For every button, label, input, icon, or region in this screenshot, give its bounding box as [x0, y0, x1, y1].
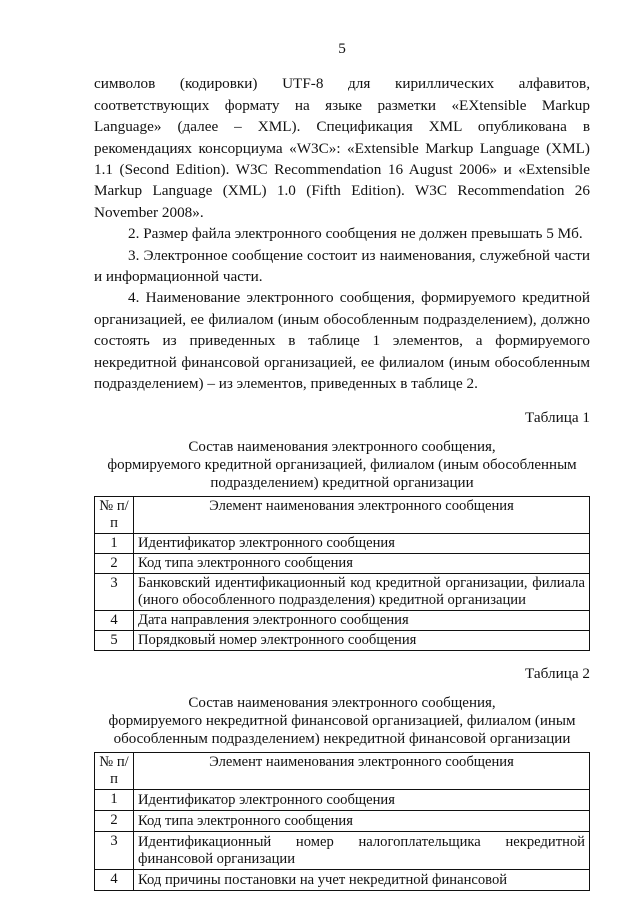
table2 [94, 752, 590, 891]
table-row [95, 573, 590, 610]
table1-title [94, 438, 590, 492]
table-row [95, 610, 590, 630]
paragraph-message-structure: 3. Электронное сообщение состоит из наименования, служебной части и информационной части. [94, 246, 590, 286]
row-num: 2 [95, 811, 134, 832]
row-num: 3 [95, 832, 134, 870]
table-row [95, 533, 590, 553]
paragraph-file-size: 2. Размер файла электронного сообщения не должен превышать 5 Мб. [128, 225, 583, 243]
table-row [95, 553, 590, 573]
row-text: Код типа электронного сообщения [134, 553, 590, 573]
table1-title-line: формируемого кредитной организацией, филиалом (иным обособленным [107, 456, 577, 473]
row-num: 4 [95, 870, 134, 891]
table-row [95, 811, 590, 832]
paragraph-xml-spec: символов (кодировки) UTF-8 для кириллических алфавитов, соответствующих формату на языке разметки «EXtensible Markup Language» (далее – XML). Спецификация XML опубликована в рекомендациях консорциума «W3C»: «Extensible Markup Language (XML) 1.1 (Second Edition). W3C Recommendation 16 August 2006» и «Extensible Markup Language (XML) 1.0 (Fifth Edition). W3C Recommendation 26 November 2008». [94, 75, 590, 221]
row-num: 2 [95, 553, 134, 573]
row-text: Дата направления электронного сообщения [134, 610, 590, 630]
table-row [95, 790, 590, 811]
header-element: Элемент наименования электронного сообщения [134, 753, 590, 790]
row-text: Идентификатор электронного сообщения [134, 533, 590, 553]
table1-title-line: подразделением) кредитной организации [210, 474, 474, 491]
table2-title-line: формируемого некредитной финансовой организацией, филиалом (иным [108, 713, 576, 730]
table-row [95, 630, 590, 650]
table1-title-line: Состав наименования электронного сообщения, [188, 438, 496, 455]
row-num: 5 [95, 630, 134, 650]
row-num: 3 [95, 573, 134, 610]
row-text: Порядковый номер электронного сообщения [134, 630, 590, 650]
table2-title-line: Состав наименования электронного сообщения, [188, 695, 496, 712]
table1-label: Таблица 1 [525, 408, 590, 426]
table-header-row [95, 753, 590, 790]
table2-title [94, 694, 590, 748]
header-element: Элемент наименования электронного сообщения [134, 496, 590, 533]
table-row [95, 870, 590, 891]
row-num: 4 [95, 610, 134, 630]
table1 [94, 496, 590, 651]
table-header-row [95, 496, 590, 533]
row-num: 1 [95, 533, 134, 553]
table-row [95, 832, 590, 870]
row-text: Идентификатор электронного сообщения [134, 790, 590, 811]
row-text: Банковский идентификационный код кредитной организации, филиала (иного обособленного подразделения) кредитной организации [134, 573, 590, 610]
header-num: № п/п [95, 496, 134, 533]
table2-label: Таблица 2 [525, 664, 590, 682]
row-text: Идентификационный номер налогоплательщика некредитной финансовой организации [134, 832, 590, 870]
paragraph-message-name: 4. Наименование электронного сообщения, формируемого кредитной организацией, ее филиалом (иным обособленным подразделением), должно состоять из приведенных в таблице 1 элементов, а формируемого некредитной финансовой организацией, ее филиалом (иным обособленным подразделением) – из элементов, приведенных в таблице 2. [94, 289, 590, 393]
header-num: № п/п [95, 753, 134, 790]
row-text: Код типа электронного сообщения [134, 811, 590, 832]
table2-title-line: обособленным подразделением) некредитной финансовой организации [113, 731, 571, 748]
row-num: 1 [95, 790, 134, 811]
page-number: 5 [338, 40, 346, 57]
row-text: Код причины постановки на учет некредитной финансовой [134, 870, 590, 891]
